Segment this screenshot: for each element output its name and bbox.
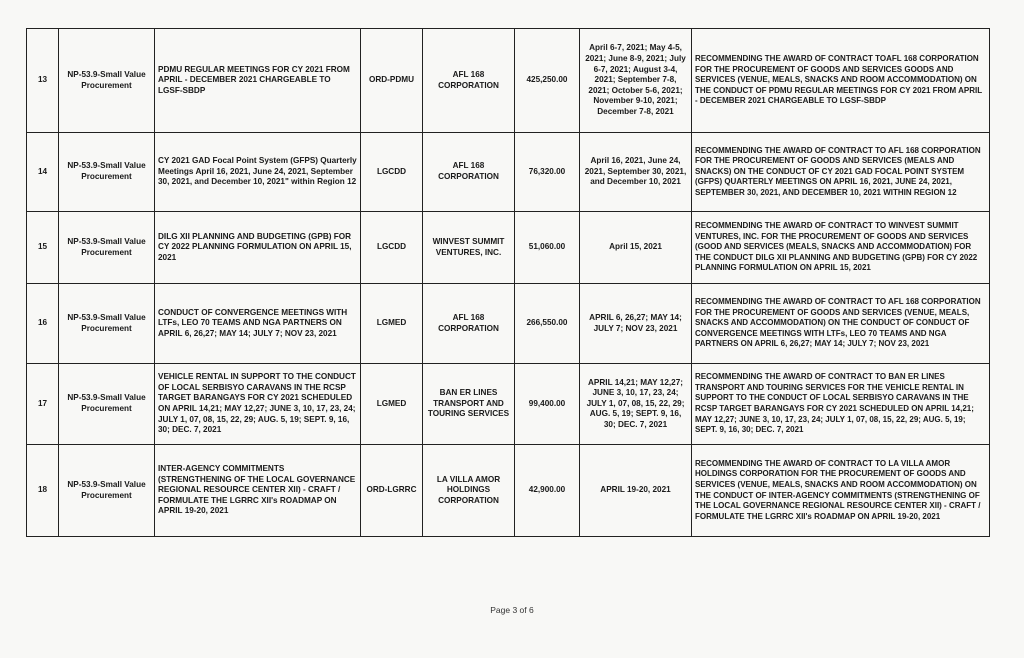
schedule-dates: APRIL 6, 26,27; MAY 14; JULY 7; NOV 23, 2021 xyxy=(580,284,692,364)
schedule-dates: April 6-7, 2021; May 4-5, 2021; June 8-9, 2021; July 6-7, 2021; August 3-4, 2021; September 7-8, 2021; October 5-6, 2021; November 9-10, 2021; December 7-8, 2021 xyxy=(580,29,692,133)
schedule-dates: April 16, 2021, June 24, 2021, September 30, 2021, and December 10, 2021 xyxy=(580,133,692,212)
table-row xyxy=(27,364,990,445)
end-user-office: LGMED xyxy=(361,284,423,364)
project-title: VEHICLE RENTAL IN SUPPORT TO THE CONDUCT OF LOCAL SERBISYO CARAVANS IN THE RCSP TARGET BARANGAYS FOR CY 2021 SCHEDULED ON APRIL 14,21; MAY 12,27; JUNE 3, 10, 17, 23, 24; JULY 1, 07, 08, 15, 22, 29; AUG. 5, 19; SEPT. 9, 16, 30; DEC. 7, 2021 xyxy=(155,364,361,445)
contract-amount: 76,320.00 xyxy=(515,133,580,212)
project-title: DILG XII PLANNING AND BUDGETING (GPB) FOR CY 2022 PLANNING FORMULATION ON APRIL 15, 2021 xyxy=(155,212,361,284)
procurement-mode: NP-53.9-Small Value Procurement xyxy=(59,212,155,284)
procurement-mode: NP-53.9-Small Value Procurement xyxy=(59,133,155,212)
project-title: PDMU REGULAR MEETINGS FOR CY 2021 FROM APRIL - DECEMBER 2021 CHARGEABLE TO LGSF-SBDP xyxy=(155,29,361,133)
procurement-table xyxy=(26,28,990,537)
procurement-mode: NP-53.9-Small Value Procurement xyxy=(59,364,155,445)
schedule-dates: April 15, 2021 xyxy=(580,212,692,284)
row-number: 14 xyxy=(27,133,59,212)
recommendation-remarks: RECOMMENDING THE AWARD OF CONTRACT TOAFL 168 CORPORATION FOR THE PROCUREMENT OF GOODS AND SERVICES GOODS AND SERVICES (VENUE, MEALS, SNACKS AND ROOM ACCOMMODATION) ON THE CONDUCT OF PDMU REGULAR MEETINGS FOR CY 2021 FROM APRIL - DECEMBER 2021 CHARGEABLE TO LGSF-SBDP xyxy=(692,29,990,133)
supplier-name: AFL 168 CORPORATION xyxy=(423,284,515,364)
table-row xyxy=(27,29,990,133)
contract-amount: 42,900.00 xyxy=(515,445,580,537)
contract-amount: 51,060.00 xyxy=(515,212,580,284)
end-user-office: LGCDD xyxy=(361,212,423,284)
project-title: CY 2021 GAD Focal Point System (GFPS) Quarterly Meetings April 16, 2021, June 24, 2021, September 30, 2021, and December 10, 2021" within Region 12 xyxy=(155,133,361,212)
recommendation-remarks: RECOMMENDING THE AWARD OF CONTRACT TO BAN ER LINES TRANSPORT AND TOURING SERVICES FOR THE VEHICLE RENTAL IN SUPPORT TO THE CONDUCT OF LOCAL SERBISYO CARAVANS IN THE RCSP TARGET BARANGAYS FOR CY 2021 SCHEDULED ON APRIL 14,21; MAY 12,27; JUNE 3, 10, 17, 23, 24; JULY 1, 07, 08, 15, 22, 29; AUG. 5, 19; SEPT. 9, 16, 30; DEC. 7, 2021 xyxy=(692,364,990,445)
table-row xyxy=(27,212,990,284)
supplier-name: AFL 168 CORPORATION xyxy=(423,29,515,133)
project-title: INTER-AGENCY COMMITMENTS (STRENGTHENING OF THE LOCAL GOVERNANCE REGIONAL RESOURCE CENTER XII) - CRAFT / FORMULATE THE LGRRC XII's ROADMAP ON APRIL 19-20, 2021 xyxy=(155,445,361,537)
recommendation-remarks: RECOMMENDING THE AWARD OF CONTRACT TO AFL 168 CORPORATION FOR THE PROCUREMENT OF GOODS AND SERVICES (VENUE, MEALS, SNACKS AND ACCOMMODATION) ON THE CONDUCT OF CONDUCT OF CONVERGENCE MEETINGS WITH LTFs, LEO 70 TEAMS AND NGA PARTNERS ON APRIL 6, 26,27; MAY 14; JULY 7; NOV 23, 2021 xyxy=(692,284,990,364)
procurement-mode: NP-53.9-Small Value Procurement xyxy=(59,284,155,364)
recommendation-remarks: RECOMMENDING THE AWARD OF CONTRACT TO WINVEST SUMMIT VENTURES, INC. FOR THE PROCUREMENT OF GOODS AND SERVICES (GOOD AND SERVICES (MEALS, SNACKS AND ACCOMMODATION) FOR THE CONDUCT DILG XII PLANNING AND BUDGETING (GPB) FOR CY 2022 PLANNING FORMULATION ON APRIL 15, 2021 xyxy=(692,212,990,284)
supplier-name: AFL 168 CORPORATION xyxy=(423,133,515,212)
procurement-mode: NP-53.9-Small Value Procurement xyxy=(59,29,155,133)
end-user-office: ORD-PDMU xyxy=(361,29,423,133)
contract-amount: 99,400.00 xyxy=(515,364,580,445)
supplier-name: LA VILLA AMOR HOLDINGS CORPORATION xyxy=(423,445,515,537)
table-row xyxy=(27,133,990,212)
row-number: 16 xyxy=(27,284,59,364)
end-user-office: LGMED xyxy=(361,364,423,445)
recommendation-remarks: RECOMMENDING THE AWARD OF CONTRACT TO LA VILLA AMOR HOLDINGS CORPORATION FOR THE PROCUREMENT OF GOODS AND SERVICES (VENUE, MEALS, SNACKS AND ROOM ACCOMMODATION) ON THE CONDUCT OF INTER-AGENCY COMMITMENTS (STRENGTHENING OF THE LOCAL GOVERNANCE REGIONAL RESOURCE CENTER XII) - CRAFT / FORMULATE THE LGRRC XII's ROADMAP ON APRIL 19-20, 2021 xyxy=(692,445,990,537)
schedule-dates: APRIL 14,21; MAY 12,27; JUNE 3, 10, 17, 23, 24; JULY 1, 07, 08, 15, 22, 29; AUG. 5, 19; SEPT. 9, 16, 30; DEC. 7, 2021 xyxy=(580,364,692,445)
end-user-office: ORD-LGRRC xyxy=(361,445,423,537)
contract-amount: 425,250.00 xyxy=(515,29,580,133)
page-number: Page 3 of 6 xyxy=(490,605,534,615)
table-row xyxy=(27,284,990,364)
table-row xyxy=(27,445,990,537)
supplier-name: WINVEST SUMMIT VENTURES, INC. xyxy=(423,212,515,284)
row-number: 13 xyxy=(27,29,59,133)
row-number: 15 xyxy=(27,212,59,284)
schedule-dates: APRIL 19-20, 2021 xyxy=(580,445,692,537)
row-number: 17 xyxy=(27,364,59,445)
end-user-office: LGCDD xyxy=(361,133,423,212)
procurement-mode: NP-53.9-Small Value Procurement xyxy=(59,445,155,537)
contract-amount: 266,550.00 xyxy=(515,284,580,364)
project-title: CONDUCT OF CONVERGENCE MEETINGS WITH LTFs, LEO 70 TEAMS AND NGA PARTNERS ON APRIL 6, 26,27; MAY 14; JULY 7; NOV 23, 2021 xyxy=(155,284,361,364)
recommendation-remarks: RECOMMENDING THE AWARD OF CONTRACT TO AFL 168 CORPORATION FOR THE PROCUREMENT OF GOODS AND SERVICES (MEALS AND SNACKS) ON THE CONDUCT OF CY 2021 GAD FOCAL POINT SYSTEM (GFPS) QUARTERLY MEETINGS ON APRIL 16, 2021, JUNE 24, 2021, SEPTEMBER 30, 2021, AND DECEMBER 10, 2021 WITHIN REGION 12 xyxy=(692,133,990,212)
row-number: 18 xyxy=(27,445,59,537)
supplier-name: BAN ER LINES TRANSPORT AND TOURING SERVICES xyxy=(423,364,515,445)
